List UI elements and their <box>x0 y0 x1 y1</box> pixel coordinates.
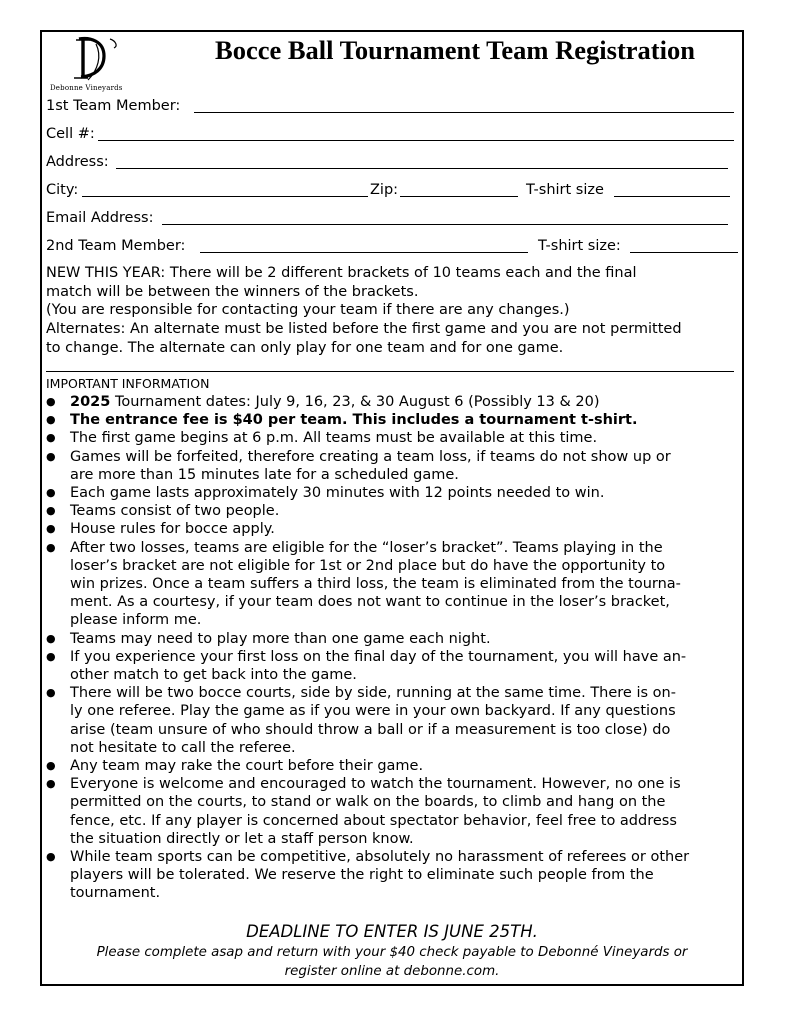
second-tshirt-size-label: T-shirt size: <box>538 238 621 254</box>
rule-item <box>46 775 746 848</box>
rule-text: the situation directly or let a staff person know. <box>70 830 414 847</box>
rule-item <box>46 393 746 411</box>
rule-text: Everyone is welcome and encouraged to watch the tournament. However, no one is <box>70 776 681 793</box>
rule-text: The entrance fee is $40 per team. This includes a tournament t-shirt. <box>70 412 638 429</box>
rule-text: ment. As a courtesy, if your team does not want to continue in the loser’s bracket, <box>70 594 670 611</box>
first-member-blank[interactable] <box>194 112 734 113</box>
city-zip-field[interactable] <box>46 180 736 200</box>
rule-text: Teams consist of two people. <box>70 503 280 520</box>
rule-text: While team sports can be competitive, absolutely no harassment of referees or other <box>70 849 690 866</box>
new-this-year-notice <box>46 264 746 358</box>
cell-blank[interactable] <box>98 140 734 141</box>
rule-text: permitted on the courts, to stand or walk on the boards, to climb and hang on the <box>70 794 666 811</box>
tshirt-size-blank[interactable] <box>614 196 730 197</box>
rule-item <box>46 448 746 484</box>
rule-text: The first game begins at 6 p.m. All teams must be available at this time. <box>70 430 598 447</box>
address-field[interactable] <box>46 152 736 172</box>
zip-label: Zip: <box>370 182 399 198</box>
bullet-icon: ● <box>46 631 56 645</box>
rule-item <box>46 648 746 684</box>
rule-text: fence, etc. If any player is concerned about spectator behavior, feel free to address <box>70 812 677 829</box>
second-member-label: 2nd Team Member: <box>46 238 186 254</box>
rule-text: other match to get back into the game. <box>70 667 357 684</box>
rule-text: If you experience your first loss on the final day of the tournament, you will have an- <box>70 648 687 665</box>
city-label: City: <box>46 182 79 198</box>
rule-item <box>46 411 746 429</box>
notice-line: (You are responsible for contacting your team if there are any changes.) <box>46 302 570 319</box>
bullet-icon: ● <box>46 449 56 463</box>
rule-item <box>46 539 746 630</box>
bullet-icon: ● <box>46 649 56 663</box>
deadline-instructions-line: register online at debonne.com. <box>284 964 500 979</box>
logo-brand-text: Debonne Vineyards <box>50 84 123 92</box>
bullet-icon: ● <box>46 522 56 536</box>
rule-year: 2025 <box>70 394 111 410</box>
section-divider <box>46 371 734 372</box>
rule-text: not hesitate to call the referee. <box>70 739 296 756</box>
rule-item <box>46 848 746 903</box>
rule-text: There will be two bocce courts, side by side, running at the same time. There is on- <box>70 685 676 702</box>
rule-item <box>46 520 746 538</box>
second-member-blank[interactable] <box>200 252 528 253</box>
email-label: Email Address: <box>46 210 154 226</box>
rule-text: please inform me. <box>70 612 202 629</box>
rule-item <box>46 630 746 648</box>
email-field[interactable] <box>46 208 736 228</box>
bullet-icon: ● <box>46 431 56 445</box>
first-member-field[interactable] <box>46 96 736 116</box>
rule-text: House rules for bocce apply. <box>70 521 275 538</box>
address-blank[interactable] <box>116 168 728 169</box>
zip-blank[interactable] <box>400 196 518 197</box>
rule-text: win prizes. Once a team suffers a third loss, the team is eliminated from the tourna- <box>70 576 681 593</box>
address-label: Address: <box>46 154 109 170</box>
bullet-icon: ● <box>46 759 56 773</box>
tshirt-size-label: T-shirt size <box>526 182 604 198</box>
debonne-logo <box>50 36 140 94</box>
important-info-heading: IMPORTANT INFORMATION <box>46 376 210 391</box>
notice-line: NEW THIS YEAR: There will be 2 different brackets of 10 teams each and the final <box>46 265 637 281</box>
cell-label: Cell #: <box>46 126 95 142</box>
rule-text: tournament. <box>70 885 161 902</box>
bullet-icon: ● <box>46 395 56 408</box>
bullet-icon: ● <box>46 413 56 427</box>
rule-text: Each game lasts approximately 30 minutes with 12 points needed to win. <box>70 485 605 502</box>
bullet-icon: ● <box>46 850 56 864</box>
rule-text: loser’s bracket are not eligible for 1st or 2nd place but do have the opportunity to <box>70 557 666 574</box>
rule-item <box>46 684 746 757</box>
rule-item <box>46 484 746 502</box>
rule-text: are more than 15 minutes late for a scheduled game. <box>70 466 459 483</box>
bullet-icon: ● <box>46 686 56 700</box>
city-blank[interactable] <box>82 196 368 197</box>
deadline-instructions-line: Please complete asap and return with your $40 check payable to Debonné Vineyards or <box>96 945 688 960</box>
rule-text: Any team may rake the court before their game. <box>70 758 424 775</box>
second-tshirt-size-blank[interactable] <box>630 252 738 253</box>
notice-line: Alternates: An alternate must be listed before the first game and you are not permitted <box>46 321 682 338</box>
notice-line: match will be between the winners of the brackets. <box>46 283 419 300</box>
cell-field[interactable] <box>46 124 736 144</box>
rule-text: Tournament dates: July 9, 16, 23, & 30 August 6 (Possibly 13 & 20) <box>110 394 600 410</box>
rule-text: Games will be forfeited, therefore creating a team loss, if teams do not show up or <box>70 448 671 465</box>
first-member-label: 1st Team Member: <box>46 98 181 114</box>
rule-text: arise (team unsure of who should throw a ball or if a measurement is too close) do <box>70 721 671 738</box>
notice-line: to change. The alternate can only play for one team and for one game. <box>46 339 564 356</box>
rules-list <box>46 393 746 903</box>
deadline-headline: DEADLINE TO ENTER IS JUNE 25TH. <box>246 922 538 941</box>
bullet-icon: ● <box>46 504 56 518</box>
rule-text: players will be tolerated. We reserve the right to eliminate such people from the <box>70 867 654 884</box>
bullet-icon: ● <box>46 540 56 554</box>
rule-item <box>46 502 746 520</box>
rule-item <box>46 757 746 775</box>
rule-text: ly one referee. Play the game as if you were in your own backyard. If any questions <box>70 703 676 720</box>
bullet-icon: ● <box>46 777 56 791</box>
debonne-monogram-icon <box>70 36 122 82</box>
page-title: Bocce Ball Tournament Team Registration <box>215 35 695 65</box>
rule-text: After two losses, teams are eligible for the “loser’s bracket”. Teams playing in the <box>70 539 663 556</box>
rule-item <box>46 429 746 447</box>
rule-text: Teams may need to play more than one game each night. <box>70 630 491 647</box>
bullet-icon: ● <box>46 486 56 500</box>
second-member-field[interactable] <box>46 236 740 256</box>
email-blank[interactable] <box>162 224 728 225</box>
